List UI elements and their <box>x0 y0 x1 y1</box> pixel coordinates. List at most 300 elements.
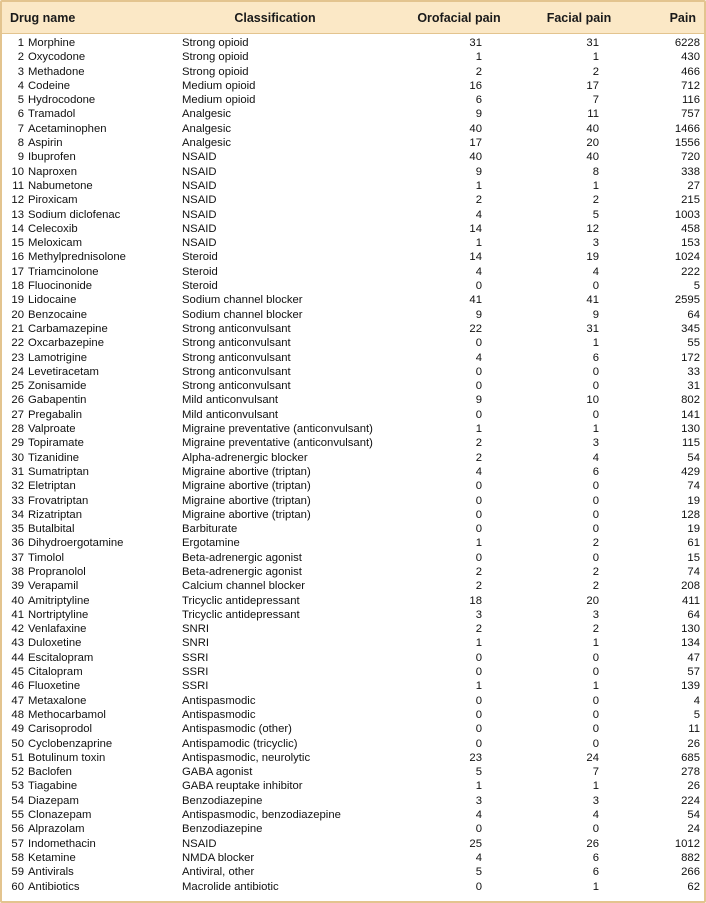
facial-pain-value: 3 <box>592 794 599 807</box>
classification: Alpha-adrenergic blocker <box>182 451 308 464</box>
orofacial-pain-value: 40 <box>469 122 482 135</box>
table-row <box>2 93 704 107</box>
row-number: 35 <box>11 523 24 536</box>
pain-value: 882 <box>681 851 700 864</box>
classification: NSAID <box>182 837 217 850</box>
classification: Migraine abortive (triptan) <box>182 494 311 507</box>
row-number: 43 <box>11 637 24 650</box>
orofacial-pain-value: 2 <box>475 623 482 636</box>
classification: Medium opioid <box>182 94 256 107</box>
pain-value: 115 <box>681 437 700 450</box>
table-row <box>2 351 704 365</box>
row-number: 51 <box>11 751 24 764</box>
facial-pain-value: 1 <box>592 780 599 793</box>
drug-name: Antivirals <box>28 866 74 879</box>
table-row <box>2 208 704 222</box>
orofacial-pain-value: 9 <box>475 394 482 407</box>
pain-value: 757 <box>681 108 700 121</box>
orofacial-pain-value: 17 <box>469 137 482 150</box>
facial-pain-value: 0 <box>592 551 599 564</box>
drug-name: Carisoprodol <box>28 723 93 736</box>
pain-value: 64 <box>687 308 700 321</box>
orofacial-pain-value: 18 <box>469 594 482 607</box>
table-row <box>2 122 704 136</box>
facial-pain-value: 0 <box>592 380 599 393</box>
classification: Antiviral, other <box>182 866 255 879</box>
table-row <box>2 36 704 50</box>
pain-value: 1556 <box>674 137 700 150</box>
classification: Benzodiazepine <box>182 823 263 836</box>
row-number: 60 <box>11 880 24 893</box>
row-number: 5 <box>17 94 24 107</box>
orofacial-pain-value: 0 <box>475 480 482 493</box>
classification: Ergotamine <box>182 537 240 550</box>
pain-value: 130 <box>681 423 700 436</box>
drug-name: Meloxicam <box>28 237 82 250</box>
facial-pain-value: 7 <box>592 766 599 779</box>
row-number: 57 <box>11 837 24 850</box>
orofacial-pain-value: 9 <box>475 165 482 178</box>
table-row <box>2 722 704 736</box>
pain-value: 720 <box>681 151 700 164</box>
drug-name: Codeine <box>28 79 71 92</box>
row-number: 29 <box>11 437 24 450</box>
pain-value: 62 <box>687 880 700 893</box>
classification: Steroid <box>182 251 218 264</box>
table-row <box>2 880 704 894</box>
facial-pain-value: 6 <box>592 866 599 879</box>
table-row <box>2 551 704 565</box>
orofacial-pain-value: 4 <box>475 465 482 478</box>
facial-pain-value: 20 <box>586 594 599 607</box>
pain-value: 26 <box>687 737 700 750</box>
orofacial-pain-value: 2 <box>475 565 482 578</box>
classification: Analgesic <box>182 137 231 150</box>
classification: Mild anticonvulsant <box>182 394 279 407</box>
drug-name: Ketamine <box>28 851 76 864</box>
facial-pain-value: 3 <box>592 237 599 250</box>
row-number: 56 <box>11 823 24 836</box>
table-row <box>2 751 704 765</box>
pain-value: 215 <box>681 194 700 207</box>
classification: Migraine abortive (triptan) <box>182 508 311 521</box>
orofacial-pain-value: 3 <box>475 794 482 807</box>
orofacial-pain-value: 2 <box>475 451 482 464</box>
orofacial-pain-value: 6 <box>475 94 482 107</box>
table-row <box>2 708 704 722</box>
table-row <box>2 365 704 379</box>
row-number: 23 <box>11 351 24 364</box>
facial-pain-value: 6 <box>592 465 599 478</box>
pain-value: 57 <box>687 666 700 679</box>
table-row <box>2 222 704 236</box>
orofacial-pain-value: 25 <box>469 837 482 850</box>
orofacial-pain-value: 0 <box>475 365 482 378</box>
drug-name: Citalopram <box>28 666 83 679</box>
classification: Macrolide antibiotic <box>182 880 279 893</box>
drug-name: Topiramate <box>28 437 84 450</box>
classification: Steroid <box>182 280 218 293</box>
classification: Tricyclic antidepressant <box>182 608 300 621</box>
classification: Sodium channel blocker <box>182 308 303 321</box>
classification: NSAID <box>182 151 217 164</box>
drug-name: Timolol <box>28 551 64 564</box>
row-number: 37 <box>11 551 24 564</box>
classification: Antispamodic (tricyclic) <box>182 737 298 750</box>
orofacial-pain-value: 2 <box>475 65 482 78</box>
orofacial-pain-value: 4 <box>475 351 482 364</box>
row-number: 1 <box>17 37 24 49</box>
classification: Antispasmodic <box>182 708 256 721</box>
pain-value: 429 <box>681 465 700 478</box>
pain-value: 19 <box>687 494 700 507</box>
drug-name: Butalbital <box>28 523 75 536</box>
facial-pain-value: 3 <box>592 608 599 621</box>
row-number: 58 <box>11 851 24 864</box>
orofacial-pain-value: 1 <box>475 680 482 693</box>
drug-name: Oxcarbazepine <box>28 337 104 350</box>
drug-name: Hydrocodone <box>28 94 96 107</box>
row-number: 34 <box>11 508 24 521</box>
facial-pain-value: 0 <box>592 508 599 521</box>
row-number: 48 <box>11 708 24 721</box>
row-number: 39 <box>11 580 24 593</box>
drug-name: Valproate <box>28 423 76 436</box>
orofacial-pain-value: 0 <box>475 823 482 836</box>
drug-name: Nortriptyline <box>28 608 89 621</box>
table-row <box>2 150 704 164</box>
orofacial-pain-value: 0 <box>475 337 482 350</box>
table-row <box>2 536 704 550</box>
classification: SSRI <box>182 651 209 664</box>
facial-pain-value: 1 <box>592 880 599 893</box>
facial-pain-value: 4 <box>592 265 599 278</box>
row-number: 3 <box>17 65 24 78</box>
row-number: 33 <box>11 494 24 507</box>
table-row <box>2 250 704 264</box>
drug-name: Botulinum toxin <box>28 751 106 764</box>
drug-name: Methocarbamol <box>28 708 106 721</box>
pain-value: 47 <box>687 651 700 664</box>
classification: Strong opioid <box>182 37 249 49</box>
row-number: 14 <box>11 222 24 235</box>
drug-name: Clonazepam <box>28 809 92 822</box>
header-classification: Classification <box>234 10 316 25</box>
facial-pain-value: 24 <box>586 751 599 764</box>
row-number: 53 <box>11 780 24 793</box>
pain-value: 153 <box>681 237 700 250</box>
facial-pain-value: 4 <box>592 809 599 822</box>
drug-name: Frovatriptan <box>28 494 89 507</box>
row-number: 55 <box>11 809 24 822</box>
classification: Strong anticonvulsant <box>182 380 291 393</box>
orofacial-pain-value: 0 <box>475 651 482 664</box>
pain-value: 64 <box>687 608 700 621</box>
table-row <box>2 765 704 779</box>
orofacial-pain-value: 0 <box>475 666 482 679</box>
classification: Migraine preventative (anticonvulsant) <box>182 423 373 436</box>
pain-value: 1024 <box>674 251 700 264</box>
pain-value: 15 <box>687 551 700 564</box>
facial-pain-value: 8 <box>592 165 599 178</box>
drug-name: Tizanidine <box>28 451 80 464</box>
row-number: 36 <box>11 537 24 550</box>
pain-value: 712 <box>681 79 700 92</box>
classification: Strong anticonvulsant <box>182 351 291 364</box>
pain-value: 26 <box>687 780 700 793</box>
classification: SNRI <box>182 637 209 650</box>
row-number: 54 <box>11 794 24 807</box>
pain-value: 130 <box>681 623 700 636</box>
row-number: 42 <box>11 623 24 636</box>
row-number: 21 <box>11 322 24 335</box>
classification: Strong anticonvulsant <box>182 337 291 350</box>
drug-name: Escitalopram <box>28 651 94 664</box>
table-row <box>2 522 704 536</box>
pain-value: 141 <box>681 408 700 421</box>
row-number: 52 <box>11 766 24 779</box>
drug-name: Fluocinonide <box>28 280 93 293</box>
table-row <box>2 737 704 751</box>
pain-value: 466 <box>681 65 700 78</box>
table-header <box>2 2 704 34</box>
drug-name: Fluoxetine <box>28 680 81 693</box>
classification: Mild anticonvulsant <box>182 408 279 421</box>
pain-value: 1466 <box>674 122 700 135</box>
facial-pain-value: 2 <box>592 65 599 78</box>
orofacial-pain-value: 41 <box>469 294 482 307</box>
table-row <box>2 136 704 150</box>
table-row <box>2 451 704 465</box>
orofacial-pain-value: 4 <box>475 265 482 278</box>
orofacial-pain-value: 16 <box>469 79 482 92</box>
classification: SSRI <box>182 666 209 679</box>
pain-value: 139 <box>681 680 700 693</box>
classification: GABA reuptake inhibitor <box>182 780 303 793</box>
row-number: 24 <box>11 365 24 378</box>
orofacial-pain-value: 0 <box>475 523 482 536</box>
row-number: 12 <box>11 194 24 207</box>
pain-value: 6228 <box>674 37 700 49</box>
table-row <box>2 837 704 851</box>
classification: Sodium channel blocker <box>182 294 303 307</box>
orofacial-pain-value: 4 <box>475 208 482 221</box>
facial-pain-value: 12 <box>586 222 599 235</box>
pain-value: 430 <box>681 51 700 64</box>
classification: Calcium channel blocker <box>182 580 306 593</box>
table-row <box>2 865 704 879</box>
row-number: 10 <box>11 165 24 178</box>
drug-name: Dihydroergotamine <box>28 537 124 550</box>
row-number: 7 <box>17 122 24 135</box>
facial-pain-value: 0 <box>592 823 599 836</box>
drug-name: Rizatriptan <box>28 508 82 521</box>
orofacial-pain-value: 0 <box>475 708 482 721</box>
drug-name: Carbamazepine <box>28 322 108 335</box>
table-row <box>2 379 704 393</box>
drug-name: Venlafaxine <box>28 623 87 636</box>
facial-pain-value: 2 <box>592 565 599 578</box>
drug-name: Lidocaine <box>28 294 77 307</box>
drug-name: Amitriptyline <box>28 594 90 607</box>
drug-name: Metaxalone <box>28 694 87 707</box>
classification: Beta-adrenergic agonist <box>182 565 302 578</box>
table-row <box>2 465 704 479</box>
facial-pain-value: 40 <box>586 122 599 135</box>
classification: Beta-adrenergic agonist <box>182 551 302 564</box>
facial-pain-value: 0 <box>592 408 599 421</box>
row-number: 19 <box>11 294 24 307</box>
orofacial-pain-value: 4 <box>475 809 482 822</box>
facial-pain-value: 0 <box>592 694 599 707</box>
pain-value: 128 <box>681 508 700 521</box>
table-row <box>2 679 704 693</box>
classification: Benzodiazepine <box>182 794 263 807</box>
row-number: 17 <box>11 265 24 278</box>
row-number: 8 <box>17 137 24 150</box>
classification: NSAID <box>182 165 217 178</box>
pain-value: 54 <box>687 809 700 822</box>
pain-value: 55 <box>687 337 700 350</box>
facial-pain-value: 0 <box>592 523 599 536</box>
row-number: 46 <box>11 680 24 693</box>
classification: SNRI <box>182 623 209 636</box>
table-row <box>2 494 704 508</box>
table-row <box>2 636 704 650</box>
pain-value: 222 <box>681 265 700 278</box>
orofacial-pain-value: 40 <box>469 151 482 164</box>
facial-pain-value: 0 <box>592 494 599 507</box>
orofacial-pain-value: 1 <box>475 780 482 793</box>
drug-name: Tiagabine <box>28 780 78 793</box>
facial-pain-value: 6 <box>592 851 599 864</box>
table-row <box>2 236 704 250</box>
row-number: 49 <box>11 723 24 736</box>
orofacial-pain-value: 31 <box>469 37 482 49</box>
classification: Barbiturate <box>182 523 238 536</box>
row-number: 32 <box>11 480 24 493</box>
pain-value: 116 <box>681 94 700 107</box>
pain-value: 208 <box>681 580 700 593</box>
pain-value: 33 <box>687 365 700 378</box>
drug-name: Pregabalin <box>28 408 83 421</box>
drug-name: Methadone <box>28 65 85 78</box>
facial-pain-value: 5 <box>592 208 599 221</box>
drug-name: Indomethacin <box>28 837 96 850</box>
drug-name: Acetaminophen <box>28 122 107 135</box>
drug-name: Propranolol <box>28 565 86 578</box>
facial-pain-value: 0 <box>592 708 599 721</box>
row-number: 59 <box>11 866 24 879</box>
drug-name: Lamotrigine <box>28 351 88 364</box>
facial-pain-value: 7 <box>592 94 599 107</box>
pain-value: 278 <box>681 766 700 779</box>
classification: NSAID <box>182 208 217 221</box>
facial-pain-value: 2 <box>592 623 599 636</box>
table-row <box>2 651 704 665</box>
orofacial-pain-value: 0 <box>475 508 482 521</box>
classification: Antispasmodic <box>182 694 256 707</box>
pain-value: 411 <box>681 594 700 607</box>
table-row <box>2 808 704 822</box>
row-number: 30 <box>11 451 24 464</box>
table-row <box>2 794 704 808</box>
pain-value: 685 <box>681 751 700 764</box>
orofacial-pain-value: 14 <box>469 251 482 264</box>
orofacial-pain-value: 0 <box>475 723 482 736</box>
pain-value: 345 <box>681 322 700 335</box>
drug-name: Triamcinolone <box>28 265 99 278</box>
drug-name: Ibuprofen <box>28 151 76 164</box>
table-row <box>2 65 704 79</box>
drug-name: Duloxetine <box>28 637 82 650</box>
orofacial-pain-value: 14 <box>469 222 482 235</box>
classification: Strong opioid <box>182 51 249 64</box>
table-row <box>2 279 704 293</box>
orofacial-pain-value: 9 <box>475 308 482 321</box>
header-orofacial-pain: Orofacial pain <box>417 10 501 25</box>
drug-name: Zonisamide <box>28 380 87 393</box>
drug-name: Methylprednisolone <box>28 251 126 264</box>
facial-pain-value: 1 <box>592 637 599 650</box>
drug-name: Celecoxib <box>28 222 78 235</box>
table-row <box>2 308 704 322</box>
orofacial-pain-value: 0 <box>475 694 482 707</box>
facial-pain-value: 11 <box>587 108 599 121</box>
facial-pain-value: 0 <box>592 280 599 293</box>
classification: Analgesic <box>182 122 231 135</box>
classification: NSAID <box>182 179 217 192</box>
drug-name: Diazepam <box>28 794 79 807</box>
facial-pain-value: 9 <box>592 308 599 321</box>
pain-value: 266 <box>681 866 700 879</box>
classification: Antispasmodic (other) <box>182 723 292 736</box>
pain-value: 172 <box>681 351 700 364</box>
facial-pain-value: 40 <box>586 151 599 164</box>
drug-name: Baclofen <box>28 766 72 779</box>
row-number: 40 <box>11 594 24 607</box>
row-number: 22 <box>11 337 24 350</box>
classification: NSAID <box>182 237 217 250</box>
classification: Migraine abortive (triptan) <box>182 480 311 493</box>
drug-name: Aspirin <box>28 137 63 150</box>
classification: Medium opioid <box>182 79 256 92</box>
row-number: 25 <box>11 380 24 393</box>
orofacial-pain-value: 1 <box>475 179 482 192</box>
row-number: 20 <box>11 308 24 321</box>
row-number: 18 <box>11 280 24 293</box>
drug-name: Alprazolam <box>28 823 85 836</box>
table-row <box>2 822 704 836</box>
table-row <box>2 779 704 793</box>
classification: Strong anticonvulsant <box>182 322 291 335</box>
table-row <box>2 565 704 579</box>
table-row <box>2 107 704 121</box>
classification: Antispasmodic, benzodiazepine <box>182 809 341 822</box>
header-facial-pain: Facial pain <box>546 10 612 25</box>
facial-pain-value: 20 <box>586 137 599 150</box>
orofacial-pain-value: 0 <box>475 880 482 893</box>
facial-pain-value: 19 <box>586 251 599 264</box>
pain-value: 1012 <box>674 837 700 850</box>
facial-pain-value: 26 <box>586 837 599 850</box>
table-row <box>2 694 704 708</box>
drug-name: Gabapentin <box>28 394 87 407</box>
row-number: 13 <box>11 208 24 221</box>
table-body <box>2 34 704 894</box>
pain-value: 5 <box>693 280 700 293</box>
facial-pain-value: 2 <box>592 580 599 593</box>
